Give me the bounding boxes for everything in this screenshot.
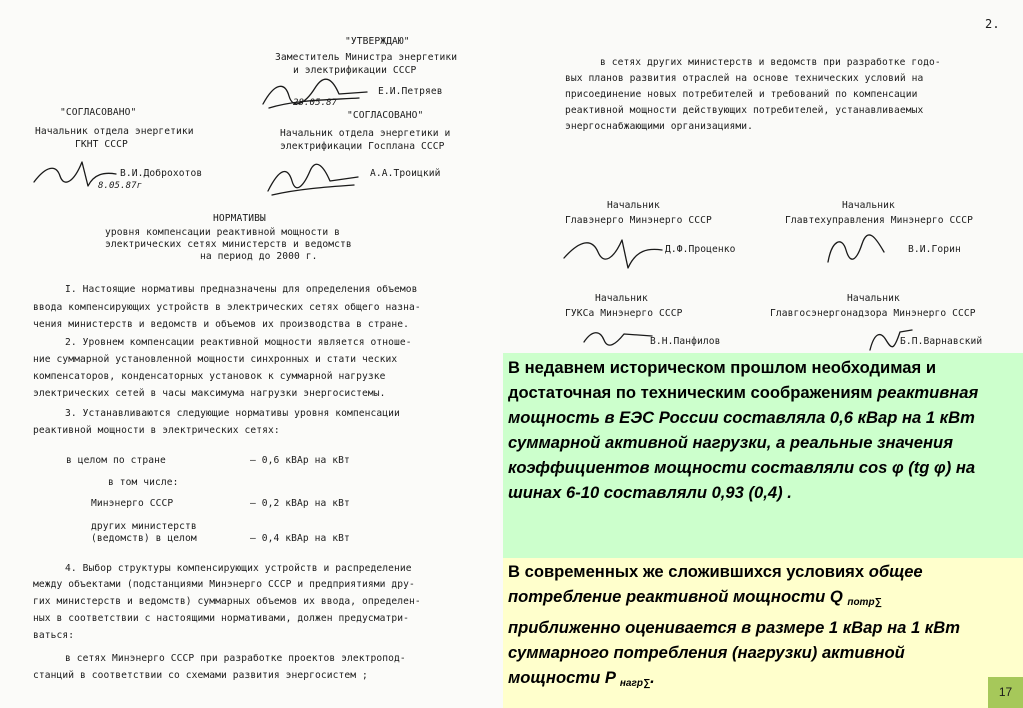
paragraph-5-line-2: станций в соответствии со схемами развития энергосистем ;	[33, 670, 368, 681]
signatory-2-role-1: Начальник	[842, 200, 895, 211]
signatory-3-role-1: Начальник	[595, 293, 648, 304]
norm-minenergo-label: Минэнерго СССР	[91, 498, 174, 509]
agreed-right-name: А.А.Троицкий	[370, 168, 441, 179]
continuation-line-4: реактивной мощности действующих потребителей, устанавливаемых	[565, 105, 924, 116]
paragraph-4-line-3: гих министерств и ведомств) суммарных объемов их ввода, определен-	[33, 596, 421, 607]
signatory-2-signature	[820, 228, 890, 273]
paragraph-1-line-2: ввода компенсирующих устройств в электрических сетях общего назна-	[33, 302, 421, 313]
historical-note-intro: В недавнем историческом прошлом необходимая и достаточная по техническим соображениям	[508, 358, 937, 402]
paragraph-1-line-1: I. Настоящие нормативы предназначены для определения объемов	[65, 284, 418, 295]
paragraph-4-line-2: между объектами (подстанциями Минэнерго СССР и предприятиями дру-	[33, 579, 415, 590]
historical-note-callout	[503, 353, 1023, 558]
norm-including-label: в том числе:	[108, 477, 179, 488]
agreed-left-role-2: ГКНТ СССР	[75, 139, 128, 150]
signatory-1-signature	[558, 228, 668, 276]
continuation-line-5: энергоснабжающими организациями.	[565, 121, 754, 132]
norm-country-label: в целом по стране	[66, 455, 166, 466]
document-subtitle-1: уровня компенсации реактивной мощности в	[105, 227, 341, 238]
approve-heading: "УТВЕРЖДАЮ"	[345, 36, 410, 47]
page-number-label: 2.	[985, 17, 1000, 31]
paragraph-2-line-1: 2. Уровнем компенсации реактивной мощности является отноше-	[65, 337, 412, 348]
agreed-right-role-2: электрификации Госплана СССР	[280, 141, 445, 152]
signatory-1-role-1: Начальник	[607, 200, 660, 211]
continuation-line-3: присоединение новых потребителей и требований по компенсации	[565, 89, 918, 100]
norm-other-label-2: (ведомств) в целом	[91, 533, 197, 544]
signatory-4-role-2: Главгосэнергонадзора Минэнерго СССР	[770, 308, 976, 319]
agreed-left-role-1: Начальник отдела энергетики	[35, 126, 194, 137]
current-conditions-emphasis-1: общее потребление реактивной мощности Q	[508, 562, 923, 606]
p-subscript: нагр∑	[619, 678, 651, 689]
signatory-3-role-2: ГУКСа Минэнерго СССР	[565, 308, 683, 319]
approve-role-line-2: и электрификации СССР	[293, 65, 417, 76]
agreed-right-signature	[262, 157, 362, 202]
signatory-4-role-1: Начальник	[847, 293, 900, 304]
current-conditions-callout	[503, 558, 988, 708]
norm-minenergo-value: – 0,2 кВАр на кВт	[250, 498, 350, 509]
norm-country-value: – 0,6 кВАр на кВт	[250, 455, 350, 466]
paragraph-3-line-1: 3. Устанавливаются следующие нормативы уровня компенсации	[65, 408, 400, 419]
paragraph-2-line-3: компенсаторов, конденсаторных установок к суммарной нагрузке	[33, 371, 386, 382]
current-conditions-period: .	[650, 668, 655, 687]
signatory-4-name: Б.П.Варнавский	[900, 336, 983, 347]
continuation-line-1: в сетях других министерств и ведомств при разработке годо-	[600, 57, 941, 68]
signatory-2-name: В.И.Горин	[908, 244, 961, 255]
current-conditions-intro: В современных же сложившихся условиях	[508, 562, 869, 581]
slide-number: 17	[998, 685, 1013, 699]
historical-note-text	[508, 355, 1018, 505]
signatory-2-role-2: Главтехуправления Минэнерго СССР	[785, 215, 974, 226]
document-title: НОРМАТИВЫ	[213, 213, 266, 224]
agreed-right-heading: "СОГЛАСОВАНО"	[347, 110, 424, 121]
agreed-left-heading: "СОГЛАСОВАНО"	[60, 107, 137, 118]
signatory-1-name: Д.Ф.Проценко	[665, 244, 736, 255]
paragraph-3-line-2: реактивной мощности в электрических сетях:	[33, 425, 280, 436]
paragraph-4-line-1: 4. Выбор структуры компенсирующих устройств и распределение	[65, 563, 412, 574]
signatory-3-name: В.Н.Панфилов	[650, 336, 721, 347]
norm-other-label-1: других министерств	[91, 521, 197, 532]
signatory-3-signature	[578, 322, 658, 352]
paragraph-4-line-4: ных в соответствии с настоящими нормативами, должен предусматри-	[33, 613, 410, 624]
current-conditions-emphasis-2: приближенно оценивается в размере 1 кВар на 1 кВт суммарного потребления (нагрузки) активной мощности P	[508, 618, 960, 687]
document-subtitle-3: на период до 2000 г.	[200, 251, 318, 262]
paragraph-1-line-3: чения министерств и ведомств и объемов их производства в стране.	[33, 319, 410, 330]
paragraph-2-line-2: ние суммарной установленной мощности синхронных и стати ческих	[33, 354, 398, 365]
document-subtitle-2: электрических сетях министерств и ведомств	[105, 239, 352, 250]
agreed-left-name: В.И.Доброхотов	[120, 168, 203, 179]
agreed-left-date: 8.05.87г	[98, 181, 143, 191]
paragraph-5-line-1: в сетях Минэнерго СССР при разработке проектов электропод-	[65, 653, 406, 664]
paragraph-2-line-4: электрических сетей в часы максимума нагрузки энергосистемы.	[33, 388, 386, 399]
signatory-1-role-2: Главэнерго Минэнерго СССР	[565, 215, 712, 226]
scanned-document-page-1	[0, 0, 500, 708]
norm-other-value: – 0,4 кВАр на кВт	[250, 533, 350, 544]
approve-role-line-1: Заместитель Министра энергетики	[275, 52, 458, 63]
agreed-right-role-1: Начальник отдела энергетики и	[280, 128, 451, 139]
approve-date: 28.05.87	[293, 98, 338, 108]
approve-name: Е.И.Петряев	[378, 86, 443, 97]
historical-note-emphasis: реактивная мощность в ЕЭС России составляла 0,6 кВар на 1 кВт суммарной активной нагрузки, а реальные значения коэффициентов мощности составляли cos φ (tg φ) на шинах 6-10 составляли 0,93 (0,4) .	[508, 383, 979, 502]
continuation-line-2: вых планов развития отраслей на основе технических условий на	[565, 73, 924, 84]
q-subscript: потр∑	[847, 597, 882, 608]
paragraph-4-line-5: ваться:	[33, 630, 75, 641]
current-conditions-text	[508, 559, 986, 696]
